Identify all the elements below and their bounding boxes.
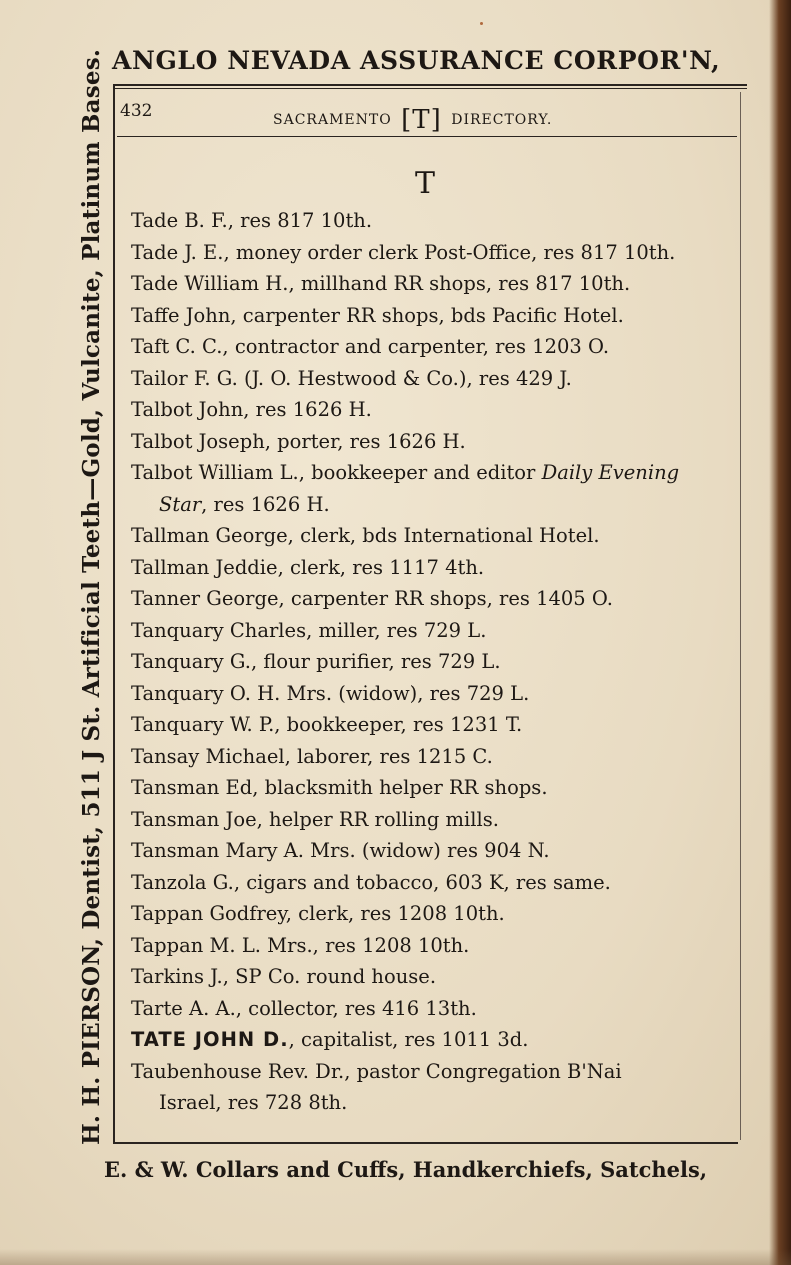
running-head [273,101,553,135]
directory-entry: Tanquary O. H. Mrs. (widow), res 729 L. [131,681,530,705]
directory-entry [131,1024,733,1056]
directory-entry: Tade William H., millhand RR shops, res 817 10th. [131,272,631,295]
newspaper-title: Daily Evening [541,461,680,484]
directory-entry: Talbot Joseph, porter, res 1626 H. [131,429,466,453]
newspaper-title: Star [159,492,202,516]
running-head-letter: [T] [401,105,442,135]
directory-entry: Tarkins J., SP Co. round house. [131,965,437,988]
directory-entry: Tanquary W. P., bookkeeper, res 1231 T. [131,713,523,736]
directory-entry: Tade J. E., money order clerk Post-Office, res 817 10th. [131,240,676,264]
directory-entry: Talbot John, res 1626 H. [131,398,372,421]
directory-entry: Taubenhouse Rev. Dr., pastor Congregation B'Nai [131,1059,622,1083]
running-head-directory: DIRECTORY. [451,112,553,128]
side-advertisement: H. H. PIERSON, Dentist, 511 J St. Artificial Teeth—Gold, Vulcanite, Platinum Bases. [78,48,105,1145]
directory-entry: Tanquary Charles, miller, res 729 L. [131,618,487,642]
frame-right-rule [740,92,741,1140]
directory-entry: Taffe John, carpenter RR shops, bds Pacific Hotel. [131,303,624,327]
entry-text: , res 1626 H. [201,492,330,516]
page-number: 432 [120,101,153,121]
entry-text: , capitalist, res 1011 3d. [288,1028,529,1051]
page-edge-shadow [769,0,791,1265]
section-letter: T [415,166,436,201]
directory-entry: Tarte A. A., collector, res 416 13th. [131,996,477,1020]
frame-top-rule [113,84,747,86]
directory-entry: Tansman Ed, blacksmith helper RR shops. [131,776,548,799]
directory-entry: Tailor F. G. (J. O. Hestwood & Co.), res 429 J. [131,366,572,390]
directory-entry: Tanzola G., cigars and tobacco, 603 K, res same. [131,870,611,894]
directory-entry: Tappan M. L. Mrs., res 1208 10th. [131,933,470,957]
bottom-advertisement: E. & W. Collars and Cuffs, Handkerchiefs, Satchels, [104,1157,708,1182]
entry-text: Talbot William L., bookkeeper and editor [131,461,542,484]
directory-entry-continuation: Israel, res 728 8th. [159,1091,348,1114]
directory-entry: Tanner George, carpenter RR shops, res 1405 O. [131,587,613,610]
directory-entry: Tappan Godfrey, clerk, res 1208 10th. [131,902,505,925]
header-rule [117,136,737,137]
directory-entry: Taft C. C., contractor and carpenter, res 1203 O. [131,335,610,358]
frame-left-rule [113,84,115,1144]
paper-speck [480,22,483,25]
directory-entry: Tade B. F., res 817 10th. [131,209,373,232]
running-head-city: SACRAMENTO [273,112,392,128]
directory-entry-continuation [131,489,733,521]
frame-bottom-rule [113,1142,738,1144]
frame-top-rule-thin [113,88,747,89]
directory-entry: Tansay Michael, laborer, res 1215 C. [131,744,493,768]
page-bottom-shadow [0,1249,791,1265]
directory-entry: Tallman Jeddie, clerk, res 1117 4th. [131,555,485,579]
directory-entry: Tansman Joe, helper RR rolling mills. [131,807,499,831]
top-advertisement: ANGLO NEVADA ASSURANCE CORPOR'N, [112,46,721,75]
directory-entry: Tansman Mary A. Mrs. (widow) res 904 N. [131,839,550,862]
directory-entry [131,457,733,489]
entry-bold-name: TATE JOHN D. [131,1028,289,1051]
directory-entries [131,205,733,1119]
directory-entry: Tallman George, clerk, bds International Hotel. [131,524,600,547]
directory-entry: Tanquary G., flour purifier, res 729 L. [131,650,501,673]
